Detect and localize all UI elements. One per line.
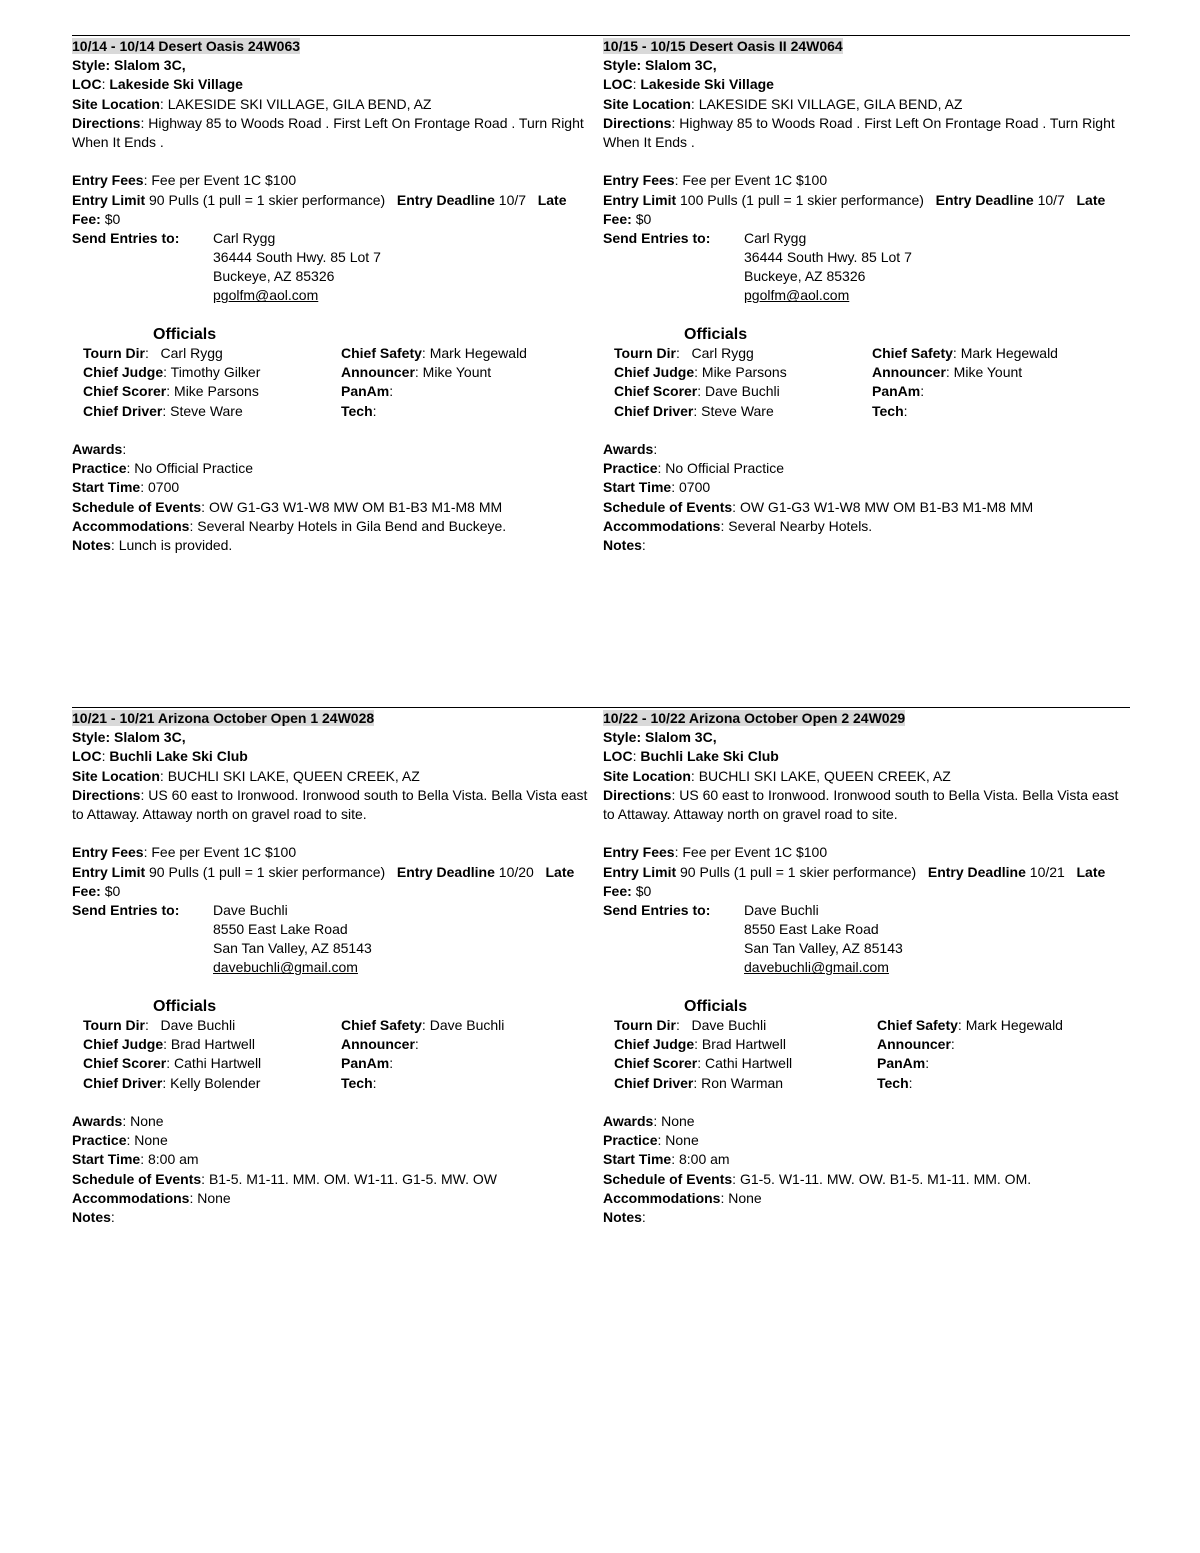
schedule-row: Schedule of Events: OW G1-G3 W1-W8 MW OM B1-B3 M1-M8 MM [72, 498, 503, 515]
tech-row: Tech: [341, 1074, 377, 1091]
send-address-line2: San Tan Valley, AZ 85143 [744, 940, 903, 957]
tournament-title: 10/21 - 10/21 Arizona October Open 1 24W028 [72, 710, 375, 726]
send-address-line1: 36444 South Hwy. 85 Lot 7 [213, 249, 381, 266]
send-entries-block: Send Entries to: Dave Buchli 8550 East Lake Road San Tan Valley, AZ 85143 davebuchli@gmail.com [72, 901, 372, 976]
directions-row: Directions: US 60 east to Ironwood. Ironwood south to Bella Vista. Bella Vista east to Attaway. Attaway north on gravel road to site. [72, 786, 588, 822]
entry-limit-row: Entry Limit 90 Pulls (1 pull = 1 skier performance) Entry Deadline 10/7 Late [72, 191, 567, 208]
start-time-row: Start Time: 0700 [72, 479, 180, 496]
accommodations-row: Accommodations: None [603, 1189, 762, 1206]
send-name: Carl Rygg [744, 229, 807, 246]
top-divider [72, 35, 1130, 36]
chief-driver-row: Chief Driver: Ron Warman [614, 1074, 784, 1091]
notes-row: Notes: [72, 1208, 115, 1225]
directions-row: Directions: US 60 east to Ironwood. Ironwood south to Bella Vista. Bella Vista east to Attaway. Attaway north on gravel road to site. [603, 786, 1119, 822]
chief-scorer-row: Chief Scorer: Cathi Hartwell [83, 1055, 262, 1072]
chief-judge-row: Chief Judge: Mike Parsons [614, 364, 787, 381]
announcer-row: Announcer: [341, 1036, 419, 1053]
announcer-row: Announcer: Mike Yount [341, 364, 492, 381]
schedule-row: Schedule of Events: G1-5. W1-11. MW. OW. B1-5. M1-11. MM. OM. [603, 1170, 1032, 1187]
entry-fees-row: Entry Fees: Fee per Event 1C $100 [72, 172, 297, 189]
entry-limit-row: Entry Limit 100 Pulls (1 pull = 1 skier performance) Entry Deadline 10/7 Late [603, 191, 1106, 208]
tournament-title: 10/14 - 10/14 Desert Oasis 24W063 [72, 38, 301, 54]
start-time-row: Start Time: 8:00 am [603, 1151, 730, 1168]
send-entries-block: Send Entries to: Dave Buchli 8550 East Lake Road San Tan Valley, AZ 85143 davebuchli@gmail.com [603, 901, 903, 976]
tourn-dir-row: Tourn Dir: Carl Rygg [614, 345, 754, 362]
tech-row: Tech: [872, 402, 908, 419]
send-name: Carl Rygg [213, 229, 276, 246]
panam-row: PanAm: [872, 383, 925, 400]
entry-fees-row: Entry Fees: Fee per Event 1C $100 [603, 844, 828, 861]
practice-row: Practice: No Official Practice [72, 460, 254, 477]
officials-heading: Officials [153, 325, 217, 343]
practice-row: Practice: None [72, 1132, 168, 1149]
accommodations-row: Accommodations: None [72, 1189, 231, 1206]
tournament-title: 10/15 - 10/15 Desert Oasis II 24W064 [603, 38, 843, 54]
entry-limit-row: Entry Limit 90 Pulls (1 pull = 1 skier performance) Entry Deadline 10/20 Late [72, 863, 575, 880]
send-entries-block: Send Entries to: Carl Rygg 36444 South Hwy. 85 Lot 7 Buckeye, AZ 85326 pgolfm@aol.com [603, 229, 912, 304]
chief-safety-row: Chief Safety: Dave Buchli [341, 1017, 505, 1034]
tournament-card [603, 37, 1123, 555]
tech-row: Tech: [341, 402, 377, 419]
chief-judge-row: Chief Judge: Timothy Gilker [83, 364, 261, 381]
send-name: Dave Buchli [213, 901, 288, 918]
site-location-row: Site Location: LAKESIDE SKI VILLAGE, GILA BEND, AZ [603, 95, 963, 112]
site-location-row: Site Location: BUCHLI SKI LAKE, QUEEN CREEK, AZ [72, 767, 420, 784]
chief-scorer-row: Chief Scorer: Cathi Hartwell [614, 1055, 793, 1072]
officials-grid [72, 1016, 592, 1093]
awards-row: Awards: [603, 441, 658, 458]
tech-row: Tech: [877, 1074, 913, 1091]
late-fee-row: Fee: $0 [72, 210, 121, 227]
loc-row: LOC: Buchli Lake Ski Club [603, 748, 779, 765]
start-time-row: Start Time: 0700 [603, 479, 711, 496]
entry-fees-row: Entry Fees: Fee per Event 1C $100 [72, 844, 297, 861]
officials-grid [603, 1016, 1123, 1093]
start-time-row: Start Time: 8:00 am [72, 1151, 199, 1168]
entry-limit-row: Entry Limit 90 Pulls (1 pull = 1 skier performance) Entry Deadline 10/21 Late [603, 863, 1106, 880]
awards-row: Awards: None [603, 1113, 695, 1130]
chief-safety-row: Chief Safety: Mark Hegewald [872, 345, 1058, 362]
chief-scorer-row: Chief Scorer: Dave Buchli [614, 383, 780, 400]
directions-row: Directions: Highway 85 to Woods Road . First Left On Frontage Road . Turn Right When It Ends . [603, 114, 1115, 150]
announcer-row: Announcer: Mike Yount [872, 364, 1023, 381]
officials-heading: Officials [684, 325, 748, 343]
send-entries-block: Send Entries to: Carl Rygg 36444 South Hwy. 85 Lot 7 Buckeye, AZ 85326 pgolfm@aol.com [72, 229, 381, 304]
site-location-row: Site Location: LAKESIDE SKI VILLAGE, GILA BEND, AZ [72, 95, 432, 112]
late-fee-row: Fee: $0 [72, 882, 121, 899]
notes-row: Notes: [603, 536, 646, 553]
tourn-dir-row: Tourn Dir: Carl Rygg [83, 345, 223, 362]
style-row: Style: Slalom 3C, [603, 729, 717, 746]
send-address-line2: Buckeye, AZ 85326 [744, 268, 866, 285]
style-row: Style: Slalom 3C, [72, 729, 186, 746]
accommodations-row: Accommodations: Several Nearby Hotels. [603, 517, 873, 534]
accommodations-row: Accommodations: Several Nearby Hotels in Gila Bend and Buckeye. [72, 517, 507, 534]
send-address-line1: 8550 East Lake Road [744, 921, 879, 938]
practice-row: Practice: No Official Practice [603, 460, 785, 477]
notes-row: Notes: [603, 1208, 646, 1225]
schedule-row: Schedule of Events: OW G1-G3 W1-W8 MW OM B1-B3 M1-M8 MM [603, 498, 1034, 515]
officials-grid [603, 344, 1123, 421]
tournament-card [603, 709, 1123, 1227]
send-address-line2: Buckeye, AZ 85326 [213, 268, 335, 285]
late-fee-row: Fee: $0 [603, 210, 652, 227]
site-location-row: Site Location: BUCHLI SKI LAKE, QUEEN CREEK, AZ [603, 767, 951, 784]
schedule-row: Schedule of Events: B1-5. M1-11. MM. OM. W1-11. G1-5. MW. OW [72, 1170, 498, 1187]
chief-driver-row: Chief Driver: Steve Ware [83, 402, 243, 419]
tournament-title: 10/22 - 10/22 Arizona October Open 2 24W029 [603, 710, 906, 726]
chief-safety-row: Chief Safety: Mark Hegewald [341, 345, 527, 362]
tourn-dir-row: Tourn Dir: Dave Buchli [83, 1017, 236, 1034]
chief-driver-row: Chief Driver: Kelly Bolender [83, 1074, 261, 1091]
announcer-row: Announcer: [877, 1036, 955, 1053]
send-email-link[interactable]: pgolfm@aol.com [744, 287, 850, 304]
loc-row: LOC: Lakeside Ski Village [603, 76, 774, 93]
loc-row: LOC: Lakeside Ski Village [72, 76, 243, 93]
notes-row: Notes: Lunch is provided. [72, 536, 233, 553]
loc-row: LOC: Buchli Lake Ski Club [72, 748, 248, 765]
send-address-line1: 36444 South Hwy. 85 Lot 7 [744, 249, 912, 266]
middle-divider [72, 707, 1130, 708]
chief-scorer-row: Chief Scorer: Mike Parsons [83, 383, 259, 400]
style-row: Style: Slalom 3C, [603, 57, 717, 74]
send-address-line1: 8550 East Lake Road [213, 921, 348, 938]
officials-heading: Officials [153, 997, 217, 1015]
officials-heading: Officials [684, 997, 748, 1015]
awards-row: Awards: None [72, 1113, 164, 1130]
send-email-link[interactable]: davebuchli@gmail.com [744, 959, 889, 976]
tournament-card [72, 37, 592, 555]
panam-row: PanAm: [341, 1055, 394, 1072]
chief-safety-row: Chief Safety: Mark Hegewald [877, 1017, 1063, 1034]
tourn-dir-row: Tourn Dir: Dave Buchli [614, 1017, 767, 1034]
style-row: Style: Slalom 3C, [72, 57, 186, 74]
send-address-line2: San Tan Valley, AZ 85143 [213, 940, 372, 957]
send-email-link[interactable]: pgolfm@aol.com [213, 287, 319, 304]
directions-row: Directions: Highway 85 to Woods Road . First Left On Frontage Road . Turn Right When It Ends . [72, 114, 584, 150]
entry-fees-row: Entry Fees: Fee per Event 1C $100 [603, 172, 828, 189]
awards-row: Awards: [72, 441, 127, 458]
chief-driver-row: Chief Driver: Steve Ware [614, 402, 774, 419]
tournament-card [72, 709, 592, 1227]
panam-row: PanAm: [341, 383, 394, 400]
panam-row: PanAm: [877, 1055, 930, 1072]
send-name: Dave Buchli [744, 901, 819, 918]
officials-grid [72, 344, 592, 421]
chief-judge-row: Chief Judge: Brad Hartwell [83, 1036, 255, 1053]
chief-judge-row: Chief Judge: Brad Hartwell [614, 1036, 786, 1053]
late-fee-row: Fee: $0 [603, 882, 652, 899]
practice-row: Practice: None [603, 1132, 699, 1149]
send-email-link[interactable]: davebuchli@gmail.com [213, 959, 358, 976]
